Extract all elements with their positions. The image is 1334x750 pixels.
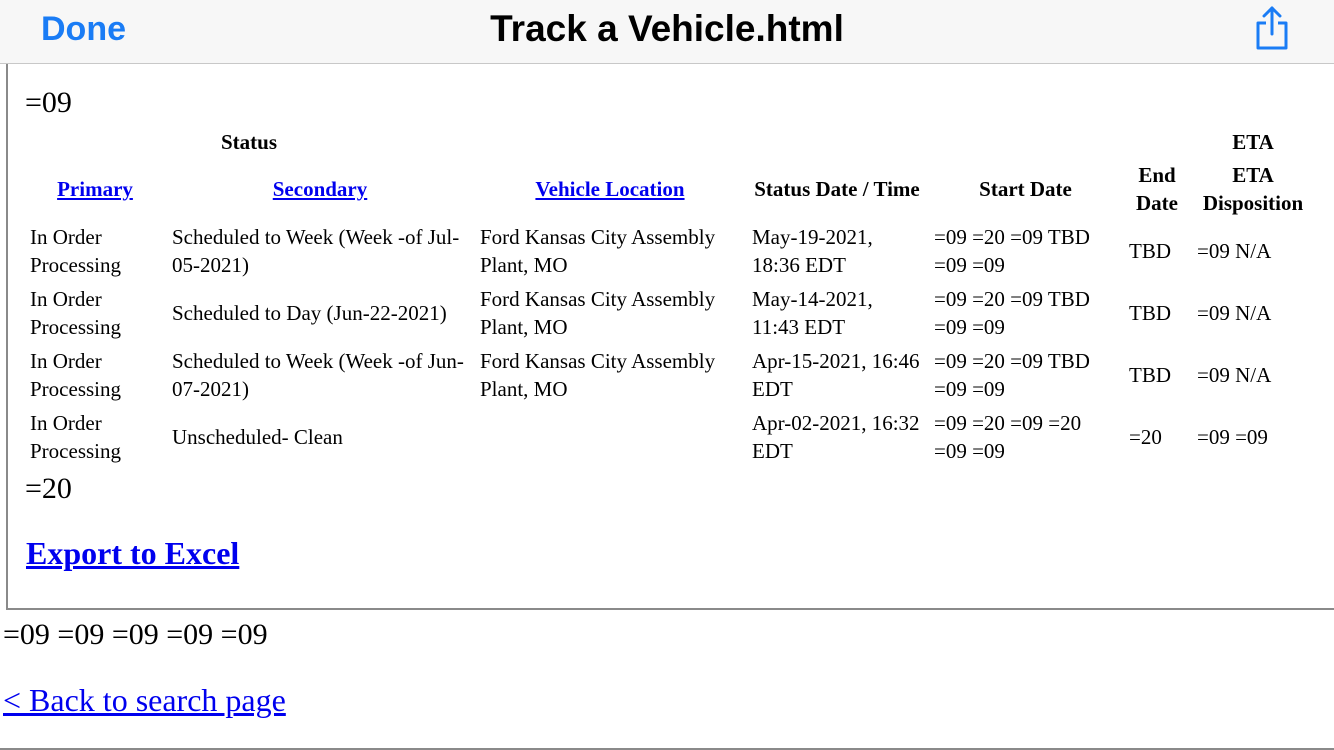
status-table bbox=[24, 126, 1315, 468]
cell-end-date: =20 bbox=[1129, 425, 1162, 449]
cell-end-date: TBD bbox=[1129, 363, 1171, 387]
encoded-text-top: =09 bbox=[25, 86, 72, 119]
content-frame bbox=[6, 64, 1334, 610]
cell-end-date: TBD bbox=[1129, 239, 1171, 263]
cell-status-datetime: Apr-15-2021, 16:46 EDT bbox=[752, 349, 920, 401]
cell-location bbox=[474, 406, 746, 468]
encoded-text-middle: =20 bbox=[25, 472, 72, 505]
share-icon bbox=[1252, 4, 1292, 52]
cell-start-date: =09 =20 =09 TBD =09 =09 bbox=[934, 349, 1090, 401]
cell-secondary: Scheduled to Week (Week -of Jul-05-2021) bbox=[172, 225, 460, 277]
cell-status-datetime: Apr-02-2021, 16:32 EDT bbox=[752, 411, 920, 463]
cell-secondary: Scheduled to Day (Jun-22-2021) bbox=[172, 301, 447, 325]
header-start-date: Start Date bbox=[979, 177, 1072, 201]
eta-group-header: ETA bbox=[1232, 130, 1274, 154]
header-status-datetime: Status Date / Time bbox=[754, 177, 920, 201]
cell-location: Ford Kansas City Assembly Plant, MO bbox=[480, 225, 716, 277]
header-end-date: End Date bbox=[1136, 163, 1178, 215]
sort-secondary-link[interactable]: Secondary bbox=[272, 177, 368, 201]
cell-end-date: TBD bbox=[1129, 301, 1171, 325]
table-row bbox=[24, 406, 1315, 468]
sort-primary-link[interactable]: Primary bbox=[57, 177, 133, 201]
table-group-header-row bbox=[24, 126, 1315, 158]
header-secondary bbox=[166, 158, 474, 220]
cell-primary: In Order Processing bbox=[30, 287, 121, 339]
table-row bbox=[24, 220, 1315, 282]
table-header-row bbox=[24, 158, 1315, 220]
back-to-search-link[interactable]: < Back to search page bbox=[3, 682, 286, 718]
cell-status-datetime: May-19-2021, 18:36 EDT bbox=[752, 225, 873, 277]
header-eta-disposition: ETA Disposition bbox=[1202, 163, 1304, 215]
cell-location: Ford Kansas City Assembly Plant, MO bbox=[480, 287, 716, 339]
window-title: Track a Vehicle.html bbox=[490, 8, 844, 49]
cell-start-date: =09 =20 =09 =20 =09 =09 bbox=[934, 411, 1082, 463]
cell-start-date: =09 =20 =09 TBD =09 =09 bbox=[934, 225, 1090, 277]
cell-secondary: Unscheduled- Clean bbox=[172, 425, 343, 449]
cell-eta-disposition: =09 =09 bbox=[1197, 425, 1268, 449]
header-primary bbox=[24, 158, 166, 220]
status-group-header: Status bbox=[220, 130, 278, 154]
sort-location-link[interactable]: Vehicle Location bbox=[535, 177, 685, 201]
cell-primary: In Order Processing bbox=[30, 349, 121, 401]
navigation-bar bbox=[0, 0, 1334, 64]
export-to-excel-link[interactable]: Export to Excel bbox=[26, 535, 240, 571]
cell-location: Ford Kansas City Assembly Plant, MO bbox=[480, 349, 716, 401]
cell-status-datetime: May-14-2021, 11:43 EDT bbox=[752, 287, 873, 339]
share-button[interactable] bbox=[1252, 4, 1292, 52]
table-row bbox=[24, 344, 1315, 406]
cell-eta-disposition: =09 N/A bbox=[1197, 239, 1272, 263]
table-row bbox=[24, 282, 1315, 344]
cell-primary: In Order Processing bbox=[30, 225, 121, 277]
cell-eta-disposition: =09 N/A bbox=[1197, 363, 1272, 387]
done-button[interactable]: Done bbox=[41, 10, 126, 48]
cell-eta-disposition: =09 N/A bbox=[1197, 301, 1272, 325]
cell-start-date: =09 =20 =09 TBD =09 =09 bbox=[934, 287, 1090, 339]
encoded-text-bottom: =09 =09 =09 =09 =09 bbox=[3, 618, 268, 651]
header-vehicle-location bbox=[474, 158, 746, 220]
cell-primary: In Order Processing bbox=[30, 411, 121, 463]
cell-secondary: Scheduled to Week (Week -of Jun-07-2021) bbox=[172, 349, 464, 401]
